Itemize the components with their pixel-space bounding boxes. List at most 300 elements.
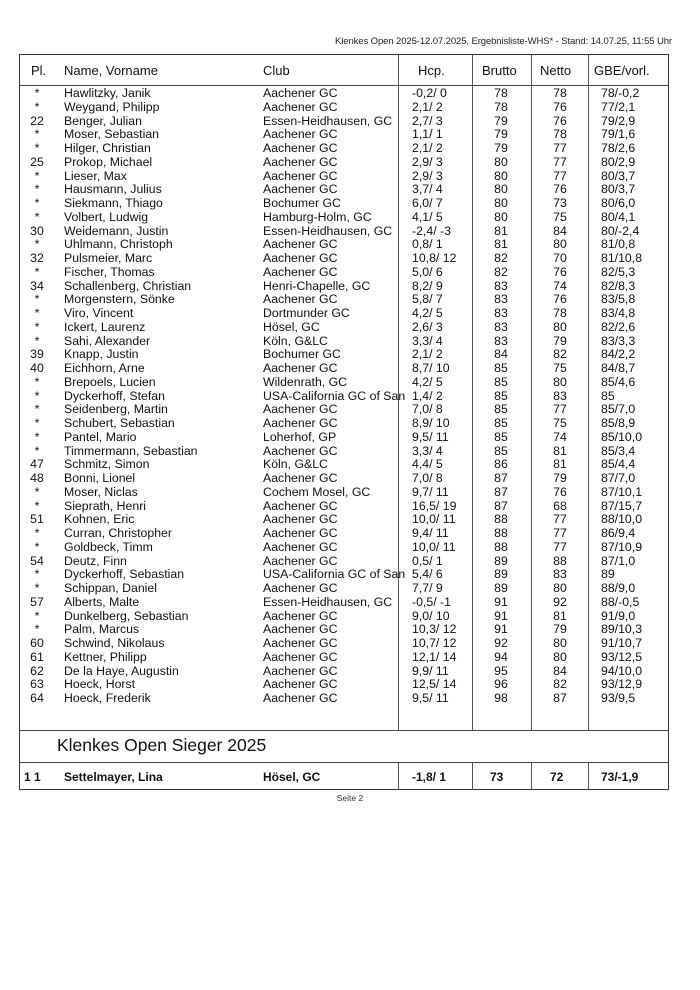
cell-club: Köln, G&LC — [263, 333, 328, 348]
cell-brutto: 85 — [494, 443, 508, 458]
cell-gbe: 87/1,0 — [601, 553, 636, 568]
cell-pl: * — [34, 539, 40, 554]
cell-brutto: 88 — [494, 512, 508, 527]
cell-netto: 80 — [553, 581, 567, 595]
cell-hcp: -2,4/ -3 — [412, 223, 451, 238]
cell-pl: * — [34, 498, 40, 513]
cell-gbe: 80/4,1 — [601, 209, 636, 224]
cell-name: Hilger, Christian — [64, 141, 151, 155]
cell-netto: 79 — [553, 333, 567, 348]
header-name: Name, Vorname — [64, 63, 158, 78]
header-netto: Netto — [540, 63, 572, 78]
table-row — [20, 568, 668, 582]
table-row — [20, 280, 668, 294]
cell-club: Aachener GC — [263, 581, 338, 595]
cell-netto: 79 — [553, 622, 567, 637]
cell-brutto: 85 — [494, 416, 508, 430]
cell-brutto: 80 — [494, 154, 508, 169]
table-row — [20, 445, 668, 459]
cell-pl: 32 — [30, 251, 44, 265]
cell-hcp: 9,4/ 11 — [412, 526, 449, 540]
cell-club: Aachener GC — [263, 141, 338, 155]
cell-club: Aachener GC — [263, 608, 338, 623]
cell-name: Benger, Julian — [64, 113, 142, 128]
table-row — [20, 651, 668, 665]
cell-gbe: 82/5,3 — [601, 264, 636, 279]
cell-gbe: 88/-0,5 — [601, 594, 640, 609]
cell-hcp: 1,1/ 1 — [412, 127, 443, 142]
cell-netto: 78 — [553, 306, 567, 320]
winner-hcp: -1,8/ 1 — [412, 770, 447, 784]
cell-name: Deutz, Finn — [64, 553, 127, 568]
cell-club: Aachener GC — [263, 402, 338, 417]
table-row — [20, 197, 668, 211]
cell-club: Köln, G&LC — [263, 457, 328, 472]
cell-hcp: 3,3/ 4 — [412, 333, 443, 348]
cell-netto: 80 — [553, 649, 567, 664]
cell-name: Lieser, Max — [64, 168, 127, 183]
cell-gbe: 91/9,0 — [601, 608, 636, 623]
cell-hcp: -0,2/ 0 — [412, 86, 447, 100]
cell-netto: 92 — [553, 594, 567, 609]
cell-gbe: 89/10,3 — [601, 622, 643, 637]
cell-pl: 62 — [30, 663, 44, 678]
cell-name: Weidemann, Justin — [64, 223, 169, 238]
cell-gbe: 83/3,3 — [601, 333, 636, 348]
cell-gbe: 85 — [601, 388, 615, 403]
cell-club: Aachener GC — [263, 691, 338, 705]
cell-pl: 40 — [30, 361, 44, 375]
cell-name: Knapp, Justin — [64, 347, 139, 362]
cell-name: Curran, Christopher — [64, 526, 172, 540]
cell-netto: 80 — [553, 237, 567, 252]
cell-hcp: 2,9/ 3 — [412, 154, 443, 169]
cell-name: Alberts, Malte — [64, 594, 140, 609]
winner-pl: 1 1 — [24, 770, 41, 784]
cell-pl: * — [34, 182, 40, 197]
cell-brutto: 89 — [494, 553, 508, 568]
cell-brutto: 85 — [494, 402, 508, 417]
table-row — [20, 665, 668, 679]
cell-club: Aachener GC — [263, 512, 338, 527]
cell-netto: 76 — [553, 484, 567, 499]
cell-brutto: 85 — [494, 388, 508, 403]
cell-brutto: 80 — [494, 182, 508, 197]
cell-gbe: 77/2,1 — [601, 99, 636, 114]
cell-name: Moser, Sebastian — [64, 127, 160, 142]
cell-name: Goldbeck, Timm — [64, 539, 153, 554]
table-row — [20, 431, 668, 445]
cell-hcp: 12,1/ 14 — [412, 649, 457, 664]
cell-pl: * — [34, 86, 40, 100]
table-row — [20, 128, 668, 142]
table-row — [20, 596, 668, 610]
cell-club: Dortmunder GC — [263, 306, 350, 320]
cell-club: Aachener GC — [263, 361, 338, 375]
cell-pl: * — [34, 99, 40, 114]
cell-club: Aachener GC — [263, 86, 338, 100]
cell-hcp: 4,2/ 5 — [412, 306, 443, 320]
table-row — [20, 610, 668, 624]
cell-gbe: 81/0,8 — [601, 237, 636, 252]
cell-gbe: 84/8,7 — [601, 361, 636, 375]
table-row — [20, 335, 668, 349]
cell-hcp: 10,0/ 11 — [412, 512, 456, 527]
table-row — [20, 348, 668, 362]
cell-hcp: 7,7/ 9 — [412, 581, 443, 595]
cell-pl: 30 — [30, 223, 44, 238]
cell-gbe: 87/10,1 — [601, 484, 643, 499]
cell-netto: 80 — [553, 319, 567, 334]
cell-hcp: 2,1/ 2 — [412, 99, 443, 114]
cell-name: Weygand, Philipp — [64, 99, 160, 114]
winner-gbe: 73/-1,9 — [601, 770, 639, 784]
table-row — [20, 678, 668, 692]
cell-name: Eichhorn, Arne — [64, 361, 145, 375]
cell-hcp: 2,7/ 3 — [412, 113, 443, 128]
table-row — [20, 417, 668, 431]
cell-brutto: 88 — [494, 539, 508, 554]
cell-netto: 78 — [553, 86, 567, 100]
table-row — [20, 527, 668, 541]
cell-hcp: -0,5/ -1 — [412, 594, 451, 609]
cell-hcp: 5,4/ 6 — [412, 567, 443, 582]
cell-name: Dyckerhoff, Sebastian — [64, 567, 185, 582]
cell-hcp: 8,7/ 10 — [412, 361, 450, 375]
table-row — [20, 623, 668, 637]
cell-hcp: 2,1/ 2 — [412, 347, 443, 362]
cell-brutto: 85 — [494, 374, 508, 389]
winner-name: Settelmayer, Lina — [64, 770, 163, 784]
cell-netto: 88 — [553, 553, 567, 568]
cell-gbe: 93/9,5 — [601, 691, 636, 705]
cell-netto: 81 — [553, 443, 567, 458]
cell-brutto: 79 — [494, 113, 508, 128]
cell-pl: * — [34, 319, 40, 334]
cell-club: Aachener GC — [263, 416, 338, 430]
table-row — [20, 555, 668, 569]
cell-name: Hawlitzky, Janik — [64, 86, 151, 100]
cell-name: Bonni, Lionel — [64, 471, 136, 485]
cell-brutto: 95 — [494, 663, 508, 678]
cell-pl: * — [34, 443, 40, 458]
winner-row — [20, 762, 668, 790]
cell-name: Prokop, Michael — [64, 154, 153, 169]
cell-brutto: 82 — [494, 251, 508, 265]
cell-club: USA-California GC of San — [263, 567, 406, 582]
cell-club: Bochumer GC — [263, 196, 341, 210]
cell-club: Aachener GC — [263, 471, 338, 485]
cell-netto: 80 — [553, 636, 567, 650]
cell-name: Schallenberg, Christian — [64, 278, 192, 293]
cell-netto: 77 — [553, 141, 567, 155]
cell-hcp: 5,8/ 7 — [412, 292, 443, 307]
winner-section — [20, 730, 668, 763]
cell-name: Kohnen, Eric — [64, 512, 135, 527]
cell-netto: 76 — [553, 264, 567, 279]
cell-brutto: 96 — [494, 677, 508, 692]
cell-hcp: 12,5/ 14 — [412, 677, 457, 692]
cell-pl: * — [34, 581, 40, 595]
cell-brutto: 88 — [494, 526, 508, 540]
cell-hcp: 8,2/ 9 — [412, 278, 443, 293]
cell-pl: 25 — [30, 154, 44, 169]
cell-name: Ickert, Laurenz — [64, 319, 146, 334]
cell-pl: 60 — [30, 636, 44, 650]
cell-pl: 47 — [30, 457, 44, 472]
table-row — [20, 87, 668, 101]
table-row — [20, 211, 668, 225]
cell-pl: * — [34, 567, 40, 582]
cell-name: Sieprath, Henri — [64, 498, 147, 513]
cell-hcp: 9,5/ 11 — [412, 691, 449, 705]
cell-pl: * — [34, 484, 40, 499]
cell-name: Palm, Marcus — [64, 622, 140, 637]
table-body — [20, 87, 668, 706]
cell-netto: 79 — [553, 471, 567, 485]
cell-gbe: 85/10,0 — [601, 429, 643, 444]
cell-hcp: 9,5/ 11 — [412, 429, 449, 444]
cell-brutto: 87 — [494, 498, 508, 513]
cell-brutto: 87 — [494, 471, 508, 485]
cell-club: Essen-Heidhausen, GC — [263, 594, 393, 609]
cell-pl: * — [34, 333, 40, 348]
winner-club: Hösel, GC — [263, 770, 321, 784]
cell-club: Aachener GC — [263, 251, 338, 265]
table-row — [20, 170, 668, 184]
cell-gbe: 93/12,9 — [601, 677, 643, 692]
table-row — [20, 472, 668, 486]
cell-pl: * — [34, 141, 40, 155]
cell-netto: 83 — [553, 388, 567, 403]
cell-club: Essen-Heidhausen, GC — [263, 113, 393, 128]
cell-hcp: 6,0/ 7 — [412, 196, 443, 210]
cell-gbe: 80/2,9 — [601, 154, 636, 169]
cell-brutto: 83 — [494, 292, 508, 307]
cell-club: Aachener GC — [263, 182, 338, 197]
table-row — [20, 582, 668, 596]
cell-brutto: 85 — [494, 361, 508, 375]
cell-name: Siekmann, Thiago — [64, 196, 163, 210]
cell-name: Fischer, Thomas — [64, 264, 155, 279]
header-club: Club — [263, 63, 290, 78]
cell-brutto: 87 — [494, 484, 508, 499]
cell-gbe: 79/1,6 — [601, 127, 636, 142]
page-number: Seite 2 — [336, 793, 364, 803]
cell-hcp: 7,0/ 8 — [412, 402, 443, 417]
cell-gbe: 80/3,7 — [601, 182, 636, 197]
cell-gbe: 83/5,8 — [601, 292, 636, 307]
cell-pl: * — [34, 168, 40, 183]
cell-brutto: 81 — [494, 237, 508, 252]
cell-gbe: 81/10,8 — [601, 251, 643, 265]
winner-title: Klenkes Open Sieger 2025 — [57, 735, 267, 755]
cell-pl: * — [34, 526, 40, 540]
cell-pl: * — [34, 416, 40, 430]
cell-gbe: 82/8,3 — [601, 278, 636, 293]
cell-name: Pantel, Mario — [64, 429, 137, 444]
cell-pl: * — [34, 237, 40, 252]
table-row — [20, 293, 668, 307]
cell-gbe: 87/7,0 — [601, 471, 636, 485]
cell-club: Loherhof, GP — [263, 429, 337, 444]
table-row — [20, 403, 668, 417]
cell-pl: 57 — [30, 594, 44, 609]
cell-netto: 76 — [553, 99, 567, 114]
table-row — [20, 238, 668, 252]
cell-brutto: 83 — [494, 306, 508, 320]
cell-club: Aachener GC — [263, 154, 338, 169]
cell-club: Aachener GC — [263, 663, 338, 678]
cell-hcp: 3,7/ 4 — [412, 182, 443, 197]
cell-hcp: 10,0/ 11 — [412, 539, 456, 554]
cell-hcp: 0,8/ 1 — [412, 237, 443, 252]
cell-club: Aachener GC — [263, 127, 338, 142]
table-row — [20, 321, 668, 335]
cell-netto: 74 — [553, 429, 567, 444]
cell-name: Dunkelberg, Sebastian — [64, 608, 189, 623]
cell-netto: 76 — [553, 182, 567, 197]
cell-name: Schmitz, Simon — [64, 457, 150, 472]
cell-name: Moser, Niclas — [64, 484, 138, 499]
cell-gbe: 79/2,9 — [601, 113, 636, 128]
cell-name: Viro, Vincent — [64, 306, 134, 320]
table-row — [20, 390, 668, 404]
cell-netto: 82 — [553, 347, 567, 362]
cell-club: Hamburg-Holm, GC — [263, 209, 372, 224]
cell-pl: * — [34, 264, 40, 279]
cell-club: Aachener GC — [263, 443, 338, 458]
cell-brutto: 80 — [494, 196, 508, 210]
cell-hcp: 2,1/ 2 — [412, 141, 443, 155]
cell-gbe: 94/10,0 — [601, 663, 643, 678]
cell-netto: 74 — [553, 278, 567, 293]
cell-hcp: 4,4/ 5 — [412, 457, 443, 472]
cell-name: Seidenberg, Martin — [64, 402, 168, 417]
cell-netto: 84 — [553, 663, 567, 678]
cell-netto: 87 — [553, 691, 567, 705]
cell-name: De la Haye, Augustin — [64, 663, 179, 678]
table-row — [20, 142, 668, 156]
table-row — [20, 115, 668, 129]
cell-brutto: 82 — [494, 264, 508, 279]
cell-club: Aachener GC — [263, 636, 338, 650]
cell-pl: 34 — [30, 278, 44, 293]
cell-club: Aachener GC — [263, 292, 338, 307]
cell-club: Aachener GC — [263, 526, 338, 540]
cell-club: Wildenrath, GC — [263, 374, 348, 389]
cell-netto: 81 — [553, 457, 567, 472]
cell-pl: 64 — [30, 691, 44, 705]
cell-brutto: 89 — [494, 581, 508, 595]
cell-gbe: 85/8,9 — [601, 416, 636, 430]
cell-brutto: 85 — [494, 429, 508, 444]
cell-club: Henri-Chapelle, GC — [263, 278, 371, 293]
cell-club: Bochumer GC — [263, 347, 341, 362]
table-row — [20, 513, 668, 527]
cell-hcp: 9,0/ 10 — [412, 608, 450, 623]
cell-club: Aachener GC — [263, 553, 338, 568]
table-row — [20, 156, 668, 170]
cell-pl: * — [34, 209, 40, 224]
header-gbe: GBE/vorl. — [594, 63, 650, 78]
cell-gbe: 82/2,6 — [601, 319, 636, 334]
cell-netto: 70 — [553, 251, 567, 265]
cell-gbe: 91/10,7 — [601, 636, 643, 650]
cell-club: Aachener GC — [263, 498, 338, 513]
cell-netto: 77 — [553, 526, 567, 540]
cell-pl: * — [34, 402, 40, 417]
cell-netto: 81 — [553, 608, 567, 623]
table-row — [20, 692, 668, 706]
cell-name: Schubert, Sebastian — [64, 416, 175, 430]
cell-brutto: 98 — [494, 691, 508, 705]
cell-pl: 63 — [30, 677, 44, 692]
cell-pl: * — [34, 429, 40, 444]
cell-brutto: 78 — [494, 99, 508, 114]
cell-pl: * — [34, 292, 40, 307]
cell-hcp: 2,9/ 3 — [412, 168, 443, 183]
cell-netto: 68 — [553, 498, 567, 513]
cell-name: Hausmann, Julius — [64, 182, 162, 197]
cell-hcp: 0,5/ 1 — [412, 553, 443, 568]
cell-club: Aachener GC — [263, 622, 338, 637]
cell-netto: 77 — [553, 539, 567, 554]
cell-pl: * — [34, 196, 40, 210]
cell-name: Volbert, Ludwig — [64, 209, 149, 224]
cell-club: USA-California GC of San — [263, 388, 406, 403]
document-header: Klenkes Open 2025-12.07.2025, Ergebnisliste-WHS* - Stand: 14.07.25, 11:55 Uhr — [335, 36, 672, 47]
cell-netto: 80 — [553, 374, 567, 389]
cell-hcp: 10,3/ 12 — [412, 622, 457, 637]
cell-club: Hösel, GC — [263, 319, 320, 334]
winner-brutto: 73 — [490, 770, 504, 784]
cell-brutto: 86 — [494, 457, 508, 472]
cell-club: Aachener GC — [263, 264, 338, 279]
winner-netto: 72 — [550, 770, 564, 784]
cell-name: Schwind, Nikolaus — [64, 636, 165, 650]
cell-club: Aachener GC — [263, 237, 338, 252]
cell-hcp: 10,7/ 12 — [412, 636, 457, 650]
cell-netto: 75 — [553, 416, 567, 430]
cell-netto: 83 — [553, 567, 567, 582]
cell-brutto: 79 — [494, 127, 508, 142]
cell-netto: 77 — [553, 154, 567, 169]
cell-netto: 76 — [553, 292, 567, 307]
header-brutto: Brutto — [482, 63, 517, 78]
cell-netto: 77 — [553, 168, 567, 183]
cell-gbe: 86/9,4 — [601, 526, 636, 540]
cell-name: Dyckerhoff, Stefan — [64, 388, 165, 403]
cell-pl: 61 — [30, 649, 44, 664]
table-row — [20, 362, 668, 376]
table-row — [20, 637, 668, 651]
cell-name: Kettner, Philipp — [64, 649, 147, 664]
cell-club: Aachener GC — [263, 677, 338, 692]
table-row — [20, 500, 668, 514]
cell-club: Essen-Heidhausen, GC — [263, 223, 393, 238]
cell-hcp: 9,7/ 11 — [412, 484, 449, 499]
cell-brutto: 79 — [494, 141, 508, 155]
cell-club: Aachener GC — [263, 649, 338, 664]
table-row — [20, 307, 668, 321]
cell-hcp: 4,1/ 5 — [412, 209, 443, 224]
cell-name: Brepoels, Lucien — [64, 374, 156, 389]
cell-name: Schippan, Daniel — [64, 581, 157, 595]
table-row — [20, 252, 668, 266]
cell-pl: * — [34, 608, 40, 623]
cell-brutto: 80 — [494, 209, 508, 224]
